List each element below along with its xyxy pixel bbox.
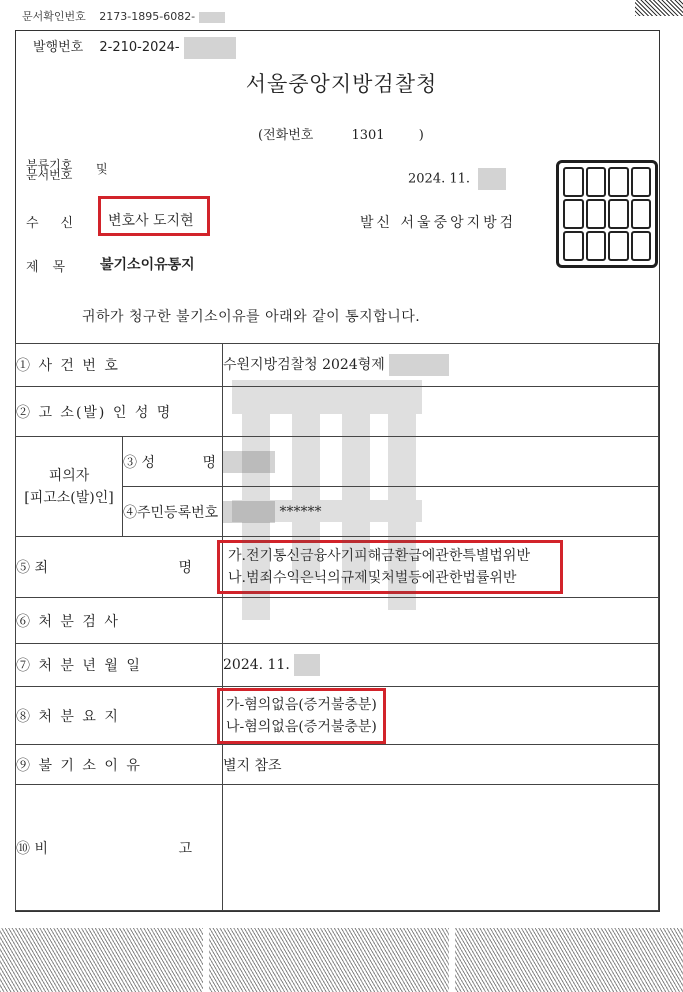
- issue-number: [33, 36, 236, 59]
- disposal-summary-value: [223, 687, 659, 745]
- classification-line2: 문서번호: [26, 168, 73, 182]
- case-number-label: ① 사 건 번 호: [16, 344, 223, 387]
- suspect-name-label: [123, 437, 223, 487]
- charge-line-2: 나.범죄수익은닉의규제및처벌등에관한법률위반: [228, 570, 517, 586]
- scan-gap: [449, 928, 455, 992]
- phone-line: [258, 124, 424, 143]
- table-row: [16, 387, 659, 437]
- confirm-label: 문서확인번호: [22, 10, 86, 23]
- suspect-name-value: [223, 437, 659, 487]
- complainant-label: ② 고 소(발) 인 성 명: [16, 387, 223, 437]
- suspect-name-label-b: 명: [202, 454, 216, 471]
- disposal-date-value: [223, 644, 659, 687]
- charge-label-a: ⑤ 죄: [16, 560, 48, 576]
- subject: 불기소이유통지: [100, 257, 195, 273]
- phone-number: 1301: [351, 128, 385, 143]
- issue-label: 발행번호: [33, 40, 84, 55]
- phone-close: ): [418, 128, 424, 143]
- table-row: [16, 537, 659, 598]
- charge-highlight: [217, 540, 563, 594]
- phone-label: (전화번호: [258, 128, 314, 143]
- redaction-mask: [294, 654, 320, 676]
- intro-text: 귀하가 청구한 불기소이유를 아래와 같이 통지합니다.: [82, 309, 421, 325]
- disposition-table: [15, 343, 659, 911]
- table-row: [16, 598, 659, 644]
- disposal-summary-line-2: 나-혐의없음(증거불충분): [226, 718, 377, 735]
- prosecutor-value: [223, 598, 659, 644]
- charge-label-b: 명: [178, 560, 192, 576]
- case-number-text: 수원지방검찰청 2024형제: [223, 357, 385, 373]
- confirm-value: 2173-1895-6082-: [99, 10, 196, 23]
- recipient-label: 수신: [26, 216, 96, 231]
- disposal-summary-line-1: 가-혐의없음(증거불충분): [226, 696, 377, 713]
- disposal-summary-label: ⑧ 처 분 요 지: [16, 687, 223, 745]
- redaction-mask: [223, 501, 275, 523]
- official-seal: [556, 160, 658, 268]
- classification-label: [26, 160, 72, 180]
- reason-label: ⑨ 불 기 소 이 유: [16, 745, 223, 785]
- scan-noise: [635, 0, 683, 16]
- table-row: [16, 344, 659, 387]
- redaction-mask: [223, 451, 275, 473]
- table-row: [16, 785, 659, 911]
- classification-and: 및: [96, 162, 108, 176]
- reason-value: 별지 참조: [223, 745, 659, 785]
- suspect-group-line2: [피고소(발)인]: [24, 489, 114, 506]
- remarks-label-a: ⑩ 비: [16, 840, 48, 857]
- document-confirm-number: [22, 8, 225, 24]
- suspect-group-line1: 피의자: [48, 467, 90, 484]
- redaction-mask: [184, 37, 236, 59]
- suspect-id-label: ④주민등록번호: [123, 487, 223, 537]
- case-number-value: [223, 344, 659, 387]
- subject-label: 제목: [26, 260, 80, 275]
- office-title: 서울중앙지방검찰청: [245, 72, 438, 96]
- scan-noise-strip: [0, 928, 683, 992]
- recipient-name: 변호사 도지현: [108, 213, 194, 229]
- suspect-id-value: [223, 487, 659, 537]
- disposal-date-label: ⑦ 처 분 년 월 일: [16, 644, 223, 687]
- remarks-value: [223, 785, 659, 911]
- prosecutor-label: ⑥ 처 분 검 사: [16, 598, 223, 644]
- suspect-group-label: [16, 437, 123, 537]
- document-date-text: 2024. 11.: [408, 171, 471, 187]
- disposal-date-text: 2024. 11.: [223, 657, 290, 673]
- table-row: [16, 687, 659, 745]
- disposal-summary-highlight: [217, 688, 386, 744]
- charge-value: [223, 537, 659, 598]
- classification-line1: 분류기호: [26, 158, 73, 172]
- table-row: [16, 745, 659, 785]
- remarks-label-b: 고: [178, 840, 192, 857]
- redaction-mask: [389, 354, 449, 376]
- suspect-id-text: ******: [279, 503, 322, 520]
- document-date: [408, 168, 506, 190]
- redaction-mask: [478, 168, 506, 190]
- table-row: [16, 437, 659, 487]
- complainant-value: [223, 387, 659, 437]
- issue-value: 2-210-2024-: [99, 40, 180, 55]
- remarks-label: [16, 785, 223, 911]
- table-row: [16, 644, 659, 687]
- redaction-mask: [199, 12, 225, 23]
- sender: 발신 서울중앙지방검: [360, 215, 517, 231]
- charge-line-1: 가.전기통신금융사기피해금환급에관한특별법위반: [228, 548, 530, 564]
- charge-label: [16, 537, 223, 598]
- scan-gap: [203, 928, 209, 992]
- suspect-name-label-a: ③ 성: [123, 454, 155, 471]
